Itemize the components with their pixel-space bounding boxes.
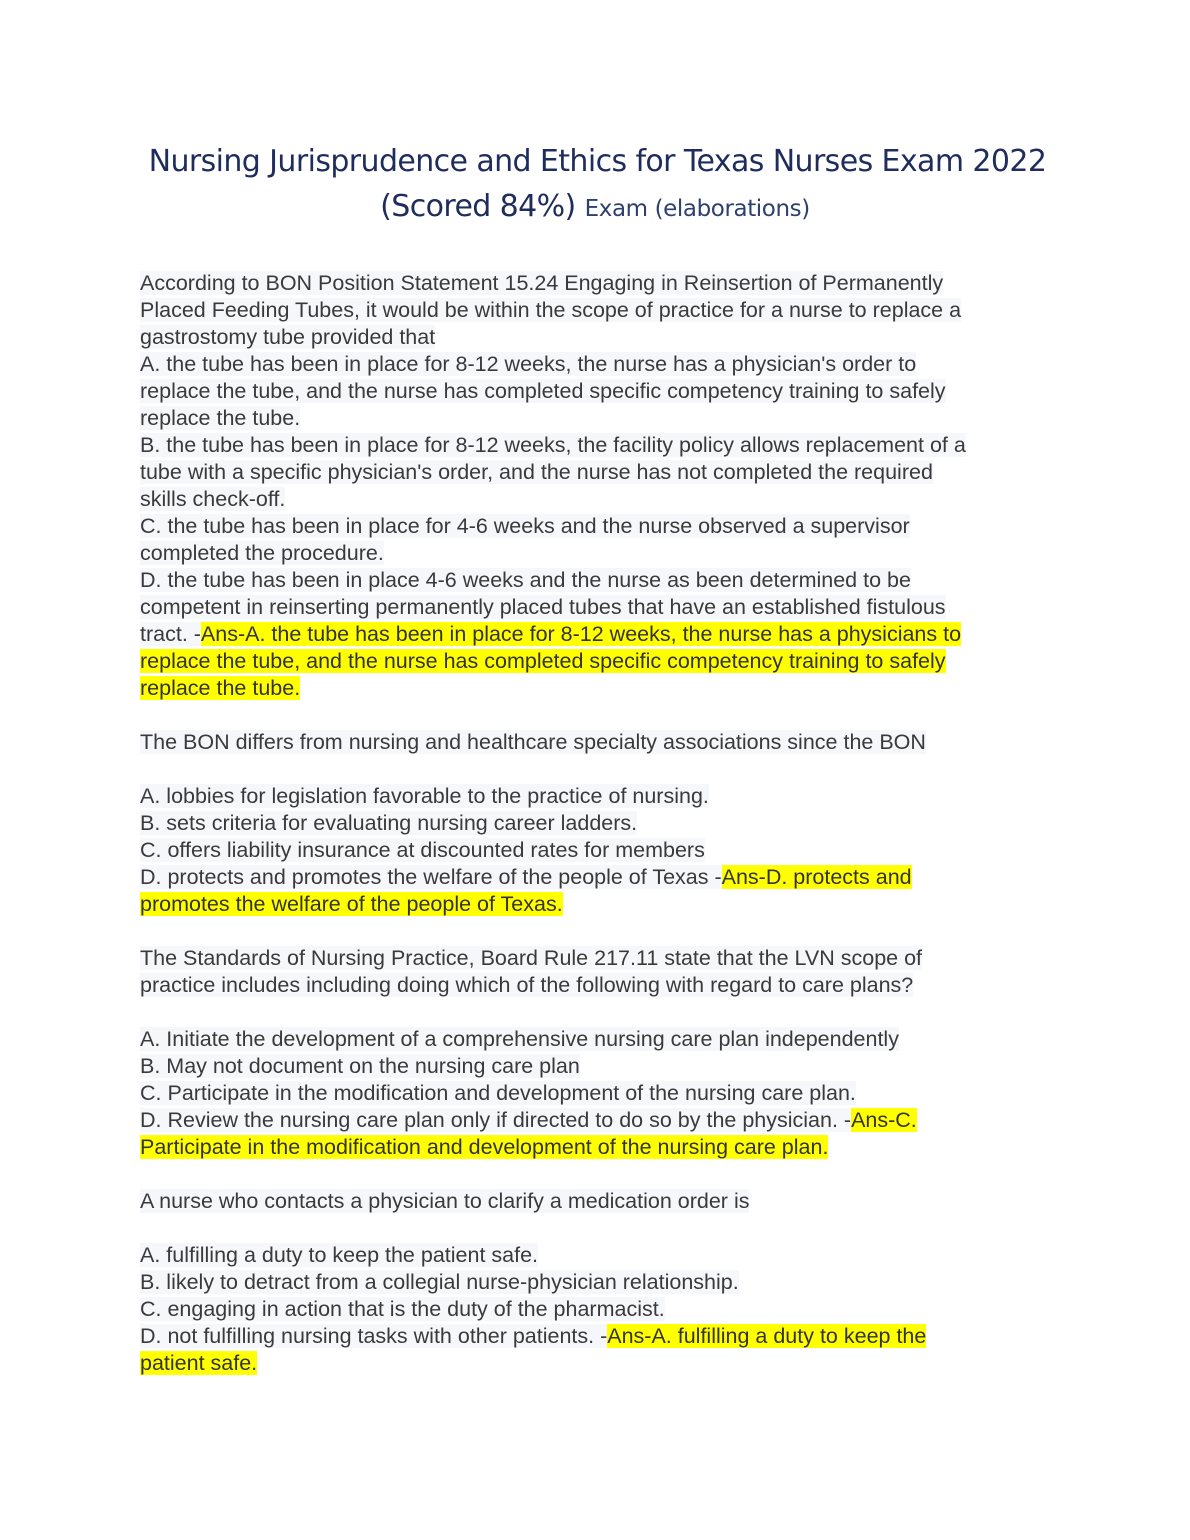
option-line: D. Review the nursing care plan only if directed to do so by the physician. -Ans-C. [140,1108,917,1132]
answer-line [140,675,1050,702]
option-line: replace the tube. [140,406,301,430]
option-line: B. May not document on the nursing care plan [140,1054,580,1078]
question-4 [140,1188,1050,1377]
option-line: A. the tube has been in place for 8-12 weeks, the nurse has a physician's order to [140,352,917,376]
option-line: tract. -Ans-A. the tube has been in place for 8-12 weeks, the nurse has a physicians to [140,622,962,646]
paragraph-gap [140,1161,1050,1188]
question-2 [140,729,1050,918]
option-line: C. the tube has been in place for 4-6 weeks and the nurse observed a supervisor [140,514,910,538]
paragraph-gap [140,1215,1050,1242]
title-subtitle: Exam (elaborations) [584,196,810,222]
paragraph-gap [140,999,1050,1026]
option-line: B. likely to detract from a collegial nurse-physician relationship. [140,1270,739,1294]
option-line: competent in reinserting permanently placed tubes that have an established fistulous [140,595,946,619]
option-line: tube with a specific physician's order, and the nurse has not completed the required [140,460,933,484]
question-stem-line: The Standards of Nursing Practice, Board Rule 217.11 state that the LVN scope of [140,946,923,970]
question-1 [140,270,1050,702]
question-stem-line: practice includes including doing which of the following with regard to care plans? [140,973,914,997]
option-line: D. protects and promotes the welfare of the people of Texas -Ans-D. protects and [140,865,912,889]
answer-line [140,1350,1050,1377]
question-stem-line: According to BON Position Statement 15.24 Engaging in Reinsertion of Permanently [140,271,944,295]
option-line: completed the procedure. [140,541,384,565]
answer-highlight: Ans-A. the tube has been in place for 8-12 weeks, the nurse has a physicians to [200,622,962,646]
document-title [0,140,1190,232]
option-line: D. not fulfilling nursing tasks with other patients. -Ans-A. fulfilling a duty to keep the [140,1324,927,1348]
option-line: C. engaging in action that is the duty of the pharmacist. [140,1297,665,1321]
option-line: A. lobbies for legislation favorable to the practice of nursing. [140,784,709,808]
question-stem-line: Placed Feeding Tubes, it would be within the scope of practice for a nurse to replace a [140,298,962,322]
option-line: D. the tube has been in place 4-6 weeks and the nurse as been determined to be [140,568,911,592]
answer-highlight: Ans-A. fulfilling a duty to keep the [607,1324,927,1348]
answer-highlight: promotes the welfare of the people of Texas. [140,892,563,916]
option-line: A. Initiate the development of a comprehensive nursing care plan independently [140,1027,899,1051]
option-line: B. sets criteria for evaluating nursing career ladders. [140,811,638,835]
answer-highlight: replace the tube, and the nurse has completed specific competency training to safely [140,649,946,673]
answer-line [140,891,1050,918]
option-line: B. the tube has been in place for 8-12 weeks, the facility policy allows replacement of a [140,433,966,457]
option-line: A. fulfilling a duty to keep the patient safe. [140,1243,539,1267]
question-3 [140,945,1050,1161]
answer-highlight: Participate in the modification and development of the nursing care plan. [140,1135,829,1159]
option-line: replace the tube, and the nurse has completed specific competency training to safely [140,379,946,403]
answer-highlight: Ans-D. protects and [721,865,912,889]
answer-highlight: Ans-C. [851,1108,917,1132]
paragraph-gap [140,702,1050,729]
answer-line [140,1134,1050,1161]
paragraph-gap [140,918,1050,945]
option-line: C. offers liability insurance at discounted rates for members [140,838,705,862]
answer-highlight: patient safe. [140,1351,258,1375]
title-score: (Scored 84%) [380,189,576,224]
answer-highlight: replace the tube. [140,676,301,700]
question-stem-line: gastrostomy tube provided that [140,325,436,349]
question-stem-line: A nurse who contacts a physician to clarify a medication order is [140,1189,750,1213]
answer-line [140,648,1050,675]
questions-list [140,270,1050,1377]
paragraph-gap [140,756,1050,783]
question-stem-line: The BON differs from nursing and healthcare specialty associations since the BON [140,730,926,754]
option-line: skills check-off. [140,487,286,511]
title-line-1: Nursing Jurisprudence and Ethics for Texas Nurses Exam 2022 [148,144,1047,179]
title-line-2 [0,184,1190,232]
option-line: C. Participate in the modification and development of the nursing care plan. [140,1081,856,1105]
